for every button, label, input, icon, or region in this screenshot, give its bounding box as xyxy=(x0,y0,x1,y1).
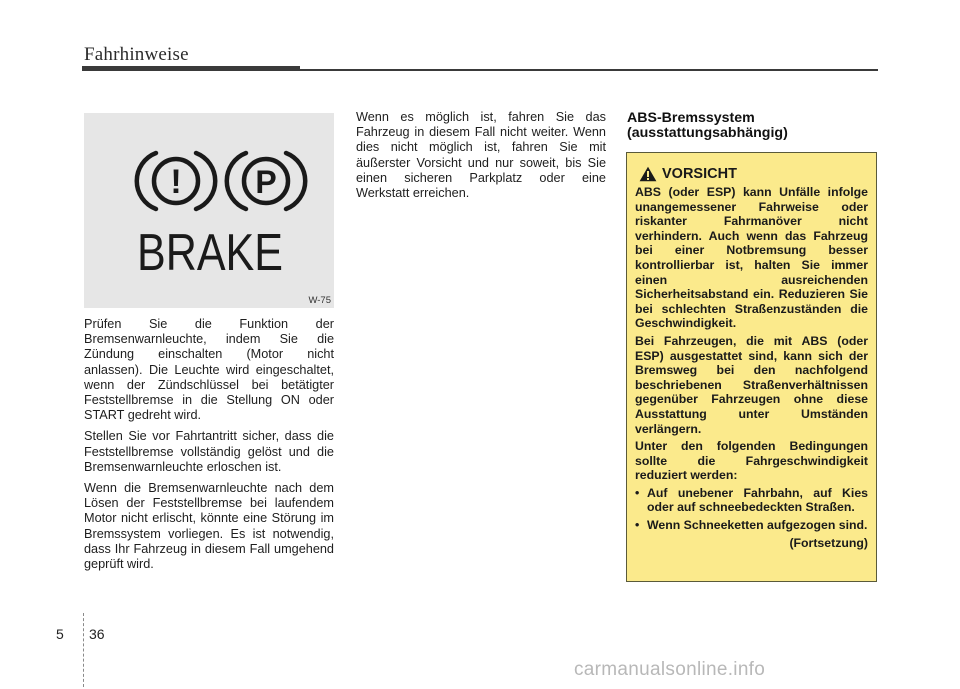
caution-list xyxy=(635,486,868,533)
section-heading-line: ABS-Bremssystem xyxy=(627,110,755,126)
paragraph: Wenn es möglich ist, fahren Sie das Fahrzeug in diesem Fall nicht weiter. Wenn dies nicht möglich ist, fahren Sie mit äußerster Vorsicht und nur soweit, bis Sie einen sicheren Parkplatz oder eine Werkstatt erreichen. xyxy=(356,110,606,201)
figure-label: W-75 xyxy=(308,295,331,306)
brake-warning-light-icon xyxy=(84,113,334,308)
body-column-1 xyxy=(84,317,334,578)
caution-list-item: • Wenn Schneeketten aufgezogen sind. xyxy=(635,518,868,533)
park-letter: P xyxy=(255,164,277,200)
paragraph: Prüfen Sie die Funktion der Bremsenwarnleuchte, indem Sie die Zündung einschalten (Motor nicht anlassen). Die Leuchte wird eingeschaltet, wenn der Zündschlüssel bei betätigter Feststellbremse in die Stellung ON oder START gedreht wird. xyxy=(84,317,334,423)
watermark: carmanualsonline.info xyxy=(574,659,766,680)
caution-title-row xyxy=(639,166,868,182)
caution-box xyxy=(626,152,877,582)
section-heading-line: (ausstattungsabhängig) xyxy=(627,125,788,141)
exclamation-mark: ! xyxy=(170,163,182,201)
header-title: Fahrhinweise xyxy=(84,44,189,65)
body-column-2 xyxy=(356,110,606,207)
caution-list-item: • Auf unebener Fahrbahn, auf Kies oder auf schneebedeckten Straßen. xyxy=(635,486,868,515)
caution-paragraph: ABS (oder ESP) kann Unfälle infolge unangemessener Fahrweise oder riskanter Fahrmanöver nicht verhindern. Auch wenn das Fahrzeug bei einer Notbremsung besser kontrollierbar ist, halten Sie immer einen ausreichenden Sicherheitsabstand ein. Reduzieren Sie bei schlechten Straßenzuständen die Geschwindigkeit. xyxy=(635,185,868,331)
continued-note: (Fortsetzung) xyxy=(789,535,868,550)
page-number-divider xyxy=(83,613,84,687)
chapter-number: 5 xyxy=(56,626,64,642)
caution-paragraph: Bei Fahrzeugen, die mit ABS (oder ESP) ausgestattet sind, kann sich der Bremsweg bei den nachfolgend beschriebenen Straßenverhältnissen gegenüber Fahrzeugen ohne diese Ausstattung unter Umständen verlängern. xyxy=(635,333,868,436)
warning-triangle-icon xyxy=(639,166,657,182)
caution-text xyxy=(635,185,868,550)
brake-warning-figure xyxy=(84,113,334,308)
header-rule-thick xyxy=(82,66,300,71)
paragraph: Wenn die Bremsenwarnleuchte nach dem Lösen der Feststellbremse bei laufendem Motor nicht erlischt, könnte eine Störung im Bremssystem vorliegen. Es ist notwendig, dass Ihr Fahrzeug in diesem Fall umgehend geprüft wird. xyxy=(84,481,334,572)
paragraph: Stellen Sie vor Fahrtantritt sicher, dass die Feststellbremse vollständig gelöst und die Bremsenwarnleuchte erloschen ist. xyxy=(84,429,334,474)
caution-title: VORSICHT xyxy=(662,166,737,182)
brake-text: BRAKE xyxy=(137,224,283,282)
caution-paragraph: Unter den folgenden Bedingungen sollte die Fahrgeschwindigkeit reduziert werden: xyxy=(635,439,868,483)
page-number: 36 xyxy=(89,626,105,642)
section-heading xyxy=(627,111,882,141)
header-rule-thin xyxy=(300,69,878,71)
